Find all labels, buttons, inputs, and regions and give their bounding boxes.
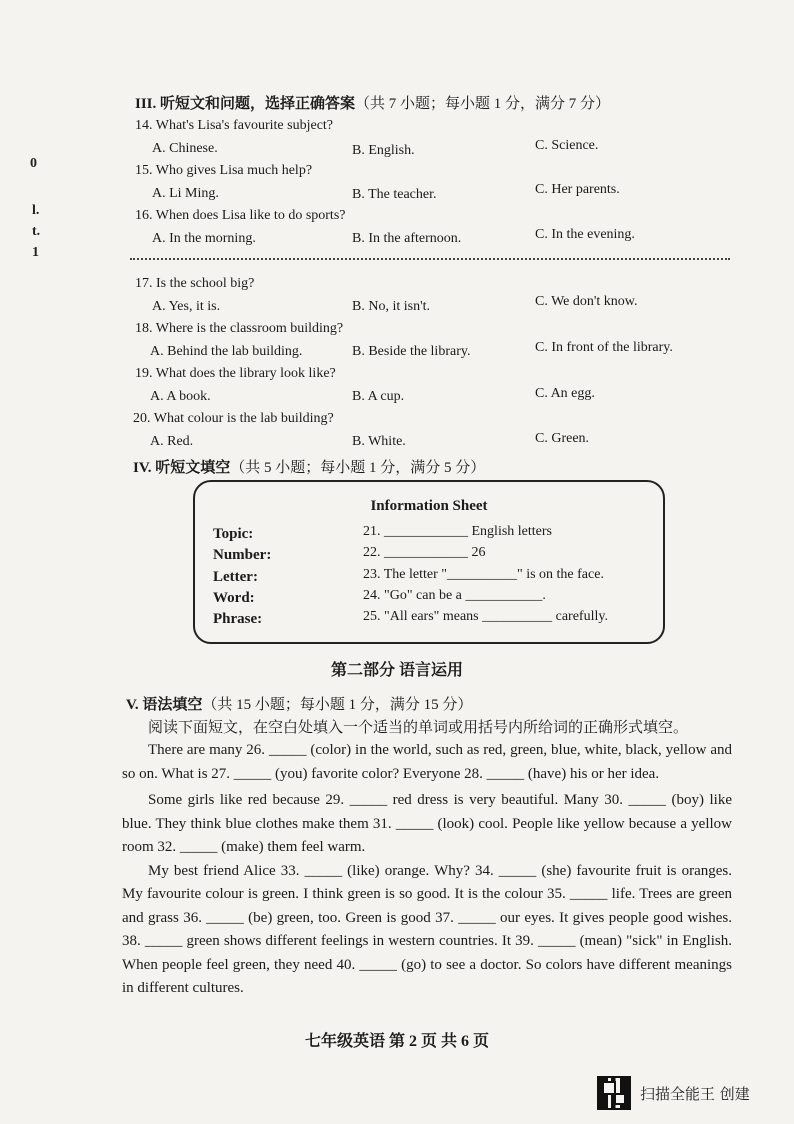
option-15b: B. The teacher. <box>352 187 437 202</box>
info-value-25: 25. "All ears" means __________ carefully. <box>363 609 608 624</box>
passage-paragraph: My best friend Alice 33. _____ (like) orange. Why? 34. _____ (she) favourite fruit is oranges. My favourite colour is green. I think green is so good. It is the colour 35. _____ life. Trees are green and grass 36. _____ (be) green, too. Green is good 37. _____ our eyes. It gives people good wishes. 38. _____ green shows different feelings in western countries. It 39. _____ (mean) "sick" in English. When people feel green, they need 40. _____ (go) to see a doctor. So colors have different meanings in different cultures. <box>122 862 732 996</box>
option-19b: B. A cup. <box>352 389 405 404</box>
option-20c: C. Green. <box>535 431 590 446</box>
option-14a: A. Chinese. <box>152 141 218 156</box>
option-20b: B. White. <box>352 434 406 449</box>
part2-title: 第二部分 语言运用 <box>330 662 463 679</box>
info-value-21: 21. ____________ English letters <box>363 524 552 539</box>
option-16a: A. In the morning. <box>152 231 256 246</box>
option-16b: B. In the afternoon. <box>352 231 462 246</box>
question-16: 16. When does Lisa like to do sports? <box>135 208 346 223</box>
section5-instruction: 阅读下面短文，在空白处填入一个适当的单词或用括号内所给词的正确形式填空。 <box>148 720 689 736</box>
question-20: 20. What colour is the lab building? <box>133 411 334 426</box>
question-14: 14. What's Lisa's favourite subject? <box>135 118 334 133</box>
section5-title: V. 语法填空 <box>126 697 203 713</box>
section5-header <box>126 693 472 714</box>
option-17a: A. Yes, it is. <box>152 299 221 314</box>
section5-note: （共 15 小题；每小题 1 分，满分 15 分） <box>202 697 473 713</box>
option-20a: A. Red. <box>150 434 194 449</box>
section3-title: III. 听短文和问题，选择正确答案 <box>135 96 356 112</box>
scanner-watermark: 扫描全能王 创建 <box>640 1085 750 1103</box>
section4-title: IV. 听短文填空 <box>133 460 231 476</box>
option-17c: C. We don't know. <box>535 294 638 309</box>
section4-note: （共 5 小题；每小题 1 分，满分 5 分） <box>230 460 486 476</box>
info-value-22: 22. ____________ 26 <box>363 545 486 560</box>
section3-header <box>135 92 610 113</box>
info-key-topic: Topic: <box>213 526 254 542</box>
info-key-number: Number: <box>213 547 272 563</box>
option-16c: C. In the evening. <box>535 227 635 242</box>
margin-mark: 1 <box>32 245 39 260</box>
option-15c: C. Her parents. <box>535 182 620 197</box>
option-19a: A. A book. <box>150 389 211 404</box>
info-key-letter: Letter: <box>213 569 258 585</box>
cloze-passage <box>122 739 732 1001</box>
passage-paragraph: There are many 26. _____ (color) in the world, such as red, green, blue, white, black, yellow and so on. What is 27. _____ (you) favorite color? Everyone 28. _____ (have) his or her idea. <box>122 742 732 782</box>
option-18c: C. In front of the library. <box>535 340 673 355</box>
option-14b: B. English. <box>352 143 415 158</box>
information-sheet <box>193 480 665 644</box>
info-key-phrase: Phrase: <box>213 611 263 627</box>
dotted-separator <box>130 258 730 260</box>
question-17: 17. Is the school big? <box>135 276 255 291</box>
option-15a: A. Li Ming. <box>152 186 219 201</box>
qr-code-icon <box>597 1076 631 1110</box>
option-19c: C. An egg. <box>535 386 595 401</box>
question-19: 19. What does the library look like? <box>135 366 336 381</box>
section3-note: （共 7 小题；每小题 1 分，满分 7 分） <box>355 96 611 112</box>
margin-mark: t. <box>32 224 41 239</box>
option-18a: A. Behind the lab building. <box>150 344 303 359</box>
section4-header <box>133 456 485 477</box>
question-15: 15. Who gives Lisa much help? <box>135 163 313 178</box>
page-footer: 七年级英语 第 2 页 共 6 页 <box>304 1033 489 1050</box>
question-18: 18. Where is the classroom building? <box>135 321 344 336</box>
margin-mark: 0 <box>30 156 37 171</box>
passage-paragraph: Some girls like red because 29. _____ red dress is very beautiful. Many 30. _____ (boy) like blue. They think blue clothes make them 31. _____ (look) cool. People like yellow because a yellow room 32. _____ (make) them feel warm. <box>122 792 732 855</box>
info-value-23: 23. The letter "__________" is on the face. <box>363 567 604 582</box>
option-17b: B. No, it isn't. <box>352 299 430 314</box>
info-key-word: Word: <box>213 590 255 606</box>
info-value-24: 24. "Go" can be a ___________. <box>363 588 546 603</box>
margin-mark: l. <box>32 203 40 218</box>
option-18b: B. Beside the library. <box>352 344 471 359</box>
information-sheet-title: Information Sheet <box>370 498 488 514</box>
option-14c: C. Science. <box>535 138 599 153</box>
